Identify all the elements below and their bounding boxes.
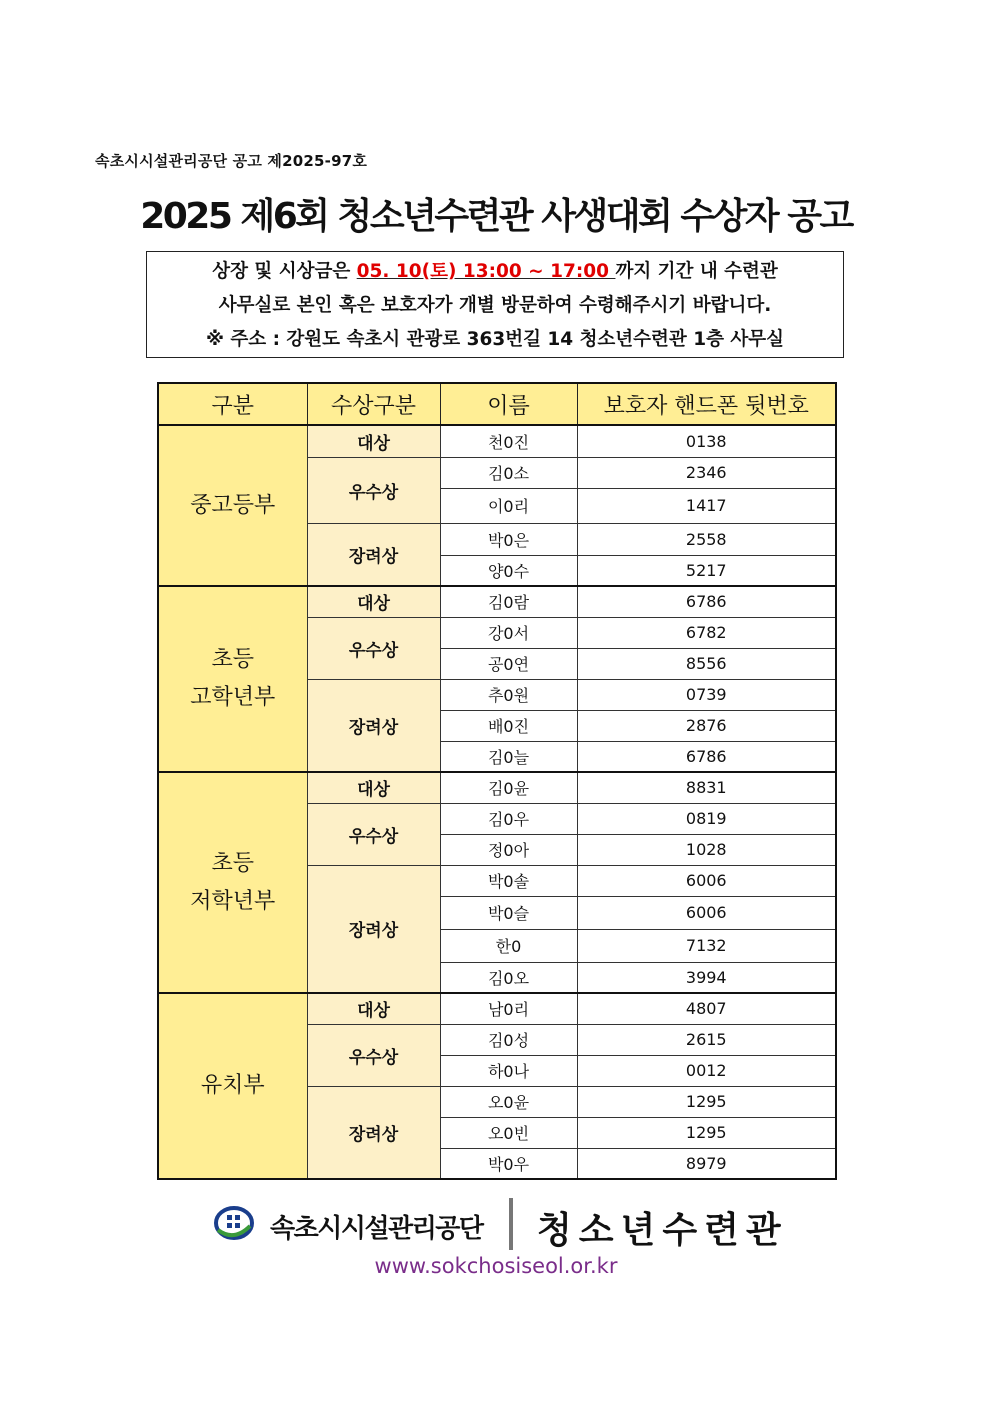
award-cell: 대상	[307, 586, 440, 617]
division-line-1: 초등	[211, 850, 254, 876]
sokcho-facility-logo-icon	[214, 1206, 254, 1240]
info-line-3: ※ 주소 : 강원도 속초시 관광로 363번길 14 청소년수련관 1층 사무실	[205, 329, 785, 350]
phone-cell: 6782	[577, 617, 836, 648]
division-cell	[158, 586, 307, 772]
org-name: 속초시시설관리공단	[270, 1214, 483, 1244]
phone-cell: 0138	[577, 425, 836, 457]
division-cell	[158, 772, 307, 993]
name-cell: 남0리	[440, 993, 577, 1024]
phone-cell: 8831	[577, 772, 836, 803]
name-cell: 박0솔	[440, 865, 577, 896]
page-title: 2025 제6회 청소년수련관 사생대회 수상자 공고	[140, 196, 852, 237]
phone-cell: 6786	[577, 741, 836, 772]
name-cell: 김0람	[440, 586, 577, 617]
award-cell: 우수상	[307, 1024, 440, 1086]
division-line-2: 고학년부	[190, 685, 276, 710]
phone-cell: 1028	[577, 834, 836, 865]
website-link[interactable]: www.sokchosiseol.or.kr	[374, 1254, 618, 1278]
award-cell: 장려상	[307, 523, 440, 586]
phone-cell: 7132	[577, 929, 836, 962]
table-row	[158, 425, 836, 457]
info-line-2: 사무실로 본인 혹은 보호자가 개별 방문하여 수령해주시기 바랍니다.	[218, 295, 772, 316]
phone-cell: 0819	[577, 803, 836, 834]
name-cell: 천0진	[440, 425, 577, 457]
info-line-1	[147, 255, 843, 289]
name-cell: 오0윤	[440, 1086, 577, 1117]
phone-cell: 2615	[577, 1024, 836, 1055]
award-cell: 대상	[307, 772, 440, 803]
name-cell: 김0오	[440, 962, 577, 993]
winners-table	[157, 382, 837, 1180]
name-cell: 배0진	[440, 710, 577, 741]
name-cell: 공0연	[440, 648, 577, 679]
phone-cell: 3994	[577, 962, 836, 993]
phone-cell: 1417	[577, 488, 836, 523]
name-cell: 김0성	[440, 1024, 577, 1055]
award-cell: 우수상	[307, 803, 440, 865]
notice-number: 속초시시설관리공단 공고 제2025-97호	[95, 152, 368, 170]
division-line-1: 초등	[211, 647, 254, 672]
header-phone: 보호자 핸드폰 뒷번호	[577, 383, 836, 425]
header-name: 이름	[440, 383, 577, 425]
award-cell: 장려상	[307, 865, 440, 993]
phone-cell: 8556	[577, 648, 836, 679]
phone-cell: 6786	[577, 586, 836, 617]
phone-cell: 1295	[577, 1117, 836, 1148]
phone-cell: 5217	[577, 555, 836, 586]
phone-cell: 2876	[577, 710, 836, 741]
phone-cell: 2558	[577, 523, 836, 555]
name-cell: 하0나	[440, 1055, 577, 1086]
name-cell: 김0우	[440, 803, 577, 834]
table-row	[158, 772, 836, 803]
phone-cell: 6006	[577, 865, 836, 896]
phone-cell: 4807	[577, 993, 836, 1024]
name-cell: 김0윤	[440, 772, 577, 803]
award-cell: 장려상	[307, 1086, 440, 1179]
table-row	[158, 586, 836, 617]
award-cell: 우수상	[307, 457, 440, 523]
division-line-2: 저학년부	[190, 888, 276, 914]
name-cell: 박0우	[440, 1148, 577, 1179]
award-cell: 대상	[307, 425, 440, 457]
footer-divider	[509, 1198, 513, 1250]
name-cell: 박0슬	[440, 896, 577, 929]
header-division: 구분	[158, 383, 307, 425]
phone-cell: 0739	[577, 679, 836, 710]
name-cell: 이0리	[440, 488, 577, 523]
award-cell: 대상	[307, 993, 440, 1024]
name-cell: 김0소	[440, 457, 577, 488]
division-cell: 유치부	[158, 993, 307, 1179]
name-cell: 양0수	[440, 555, 577, 586]
name-cell: 강0서	[440, 617, 577, 648]
info-deadline-highlight: 05. 10(토) 13:00 ~ 17:00	[356, 261, 616, 282]
info-box	[146, 251, 844, 358]
name-cell: 한0	[440, 929, 577, 962]
table-row	[158, 993, 836, 1024]
name-cell: 추0원	[440, 679, 577, 710]
award-cell: 장려상	[307, 679, 440, 772]
name-cell: 정0아	[440, 834, 577, 865]
info-line-1-post: 까지 기간 내 수련관	[615, 261, 778, 282]
phone-cell: 2346	[577, 457, 836, 488]
name-cell: 김0늘	[440, 741, 577, 772]
header-award: 수상구분	[307, 383, 440, 425]
phone-cell: 8979	[577, 1148, 836, 1179]
name-cell: 박0은	[440, 523, 577, 555]
award-cell: 우수상	[307, 617, 440, 679]
phone-cell: 0012	[577, 1055, 836, 1086]
table-header-row	[158, 383, 836, 425]
phone-cell: 1295	[577, 1086, 836, 1117]
name-cell: 오0빈	[440, 1117, 577, 1148]
center-name: 청소년수련관	[537, 1210, 788, 1251]
info-line-1-pre: 상장 및 시상금은	[212, 261, 357, 282]
phone-cell: 6006	[577, 896, 836, 929]
division-cell: 중고등부	[158, 425, 307, 586]
footer	[0, 1198, 992, 1258]
